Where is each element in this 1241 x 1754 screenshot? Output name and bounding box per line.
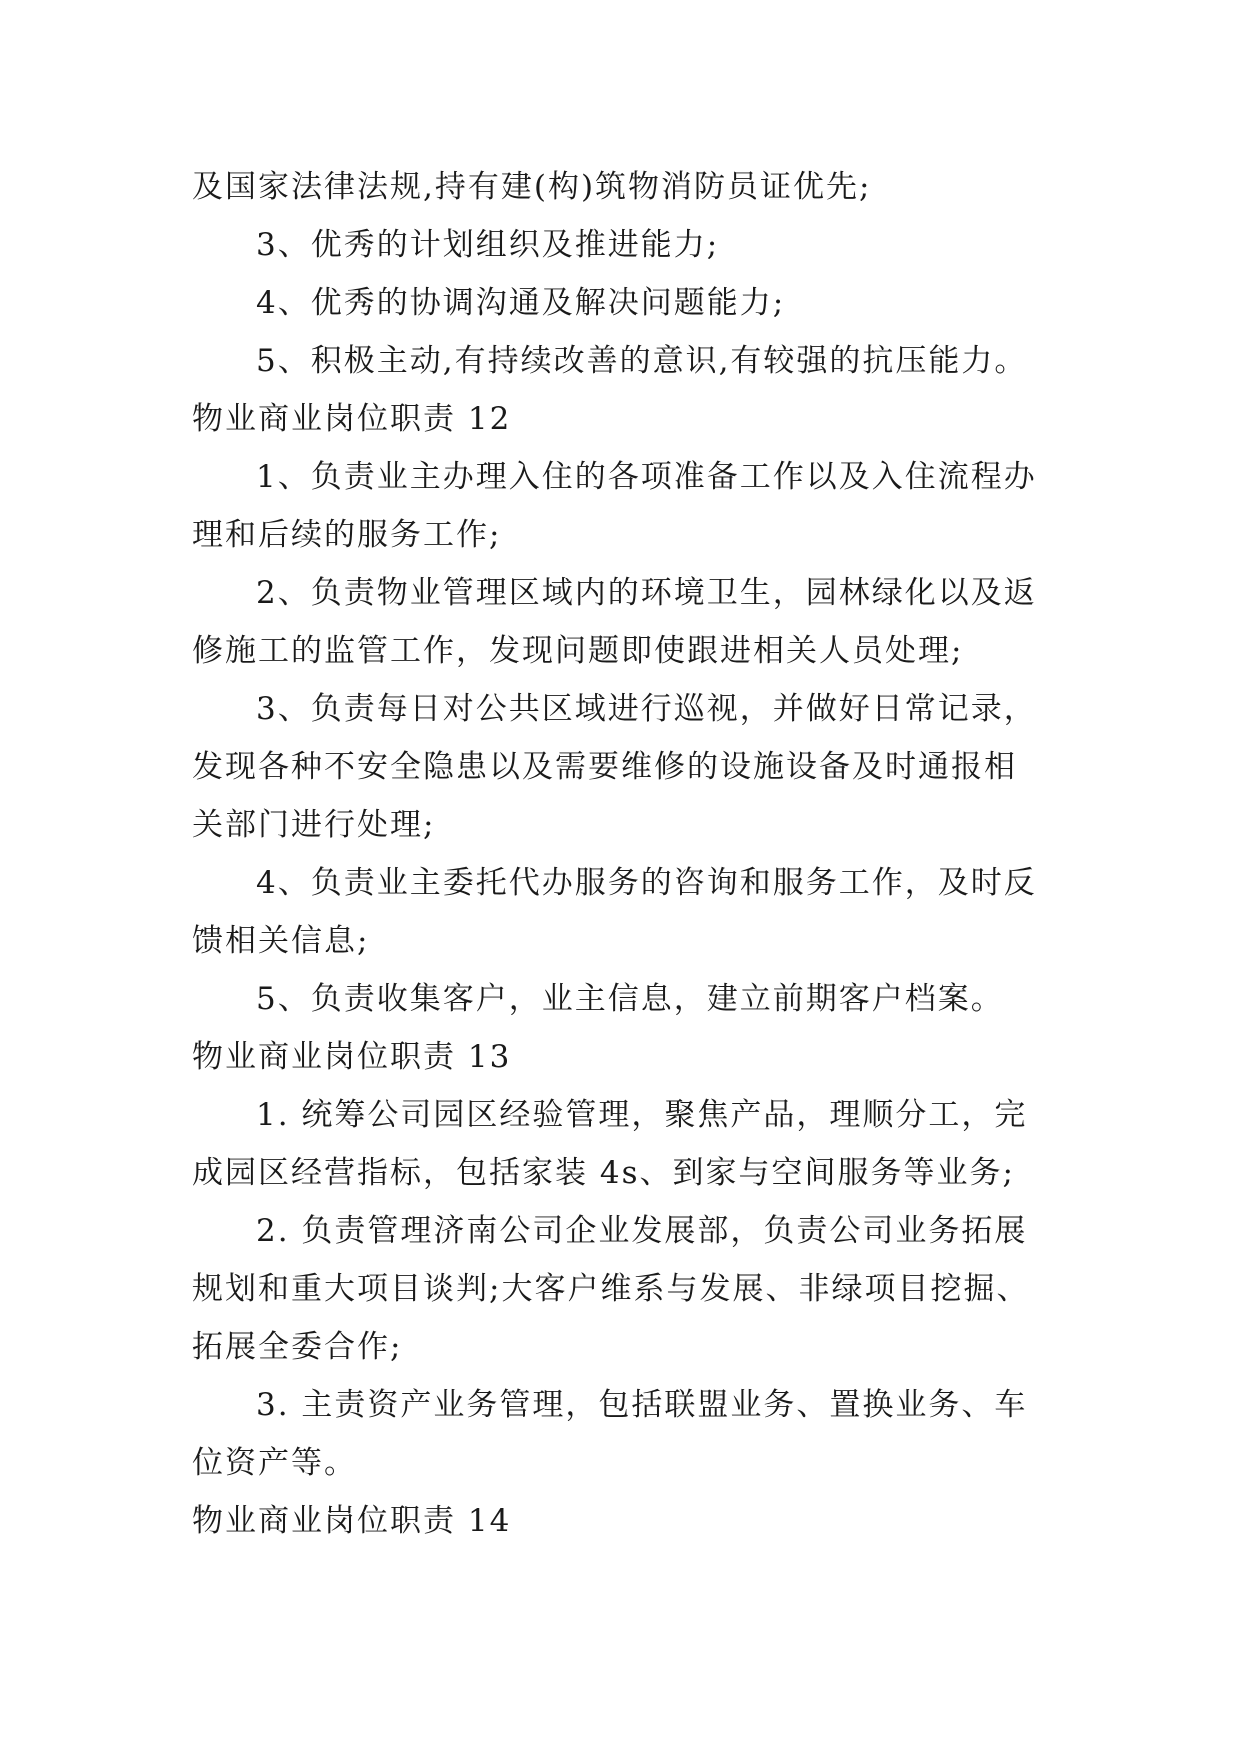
text-line: 规划和重大项目谈判;大客户维系与发展、非绿项目挖掘、 <box>192 1271 1030 1307</box>
list-item: 4、负责业主委托代办服务的咨询和服务工作，及时反 <box>256 865 1037 901</box>
list-item: 3、负责每日对公共区域进行巡视，并做好日常记录， <box>256 691 1037 727</box>
text-line: 成园区经营指标，包括家装 4s、到家与空间服务等业务; <box>192 1155 1015 1191</box>
section-heading: 物业商业岗位职责 13 <box>192 1039 512 1075</box>
text-line: 关部门进行处理; <box>192 807 436 843</box>
list-item: 2、负责物业管理区域内的环境卫生，园林绿化以及返 <box>256 575 1037 611</box>
text-line: 理和后续的服务工作; <box>192 517 502 553</box>
list-item: 3、优秀的计划组织及推进能力; <box>256 227 720 263</box>
list-item: 4、优秀的协调沟通及解决问题能力; <box>256 285 786 321</box>
text-line: 及国家法律法规,持有建(构)筑物消防员证优先; <box>192 169 872 205</box>
document-page <box>192 158 1050 1550</box>
text-line: 修施工的监管工作，发现问题即使跟进相关人员处理; <box>192 633 964 669</box>
section-heading: 物业商业岗位职责 12 <box>192 401 512 437</box>
section-heading: 物业商业岗位职责 14 <box>192 1503 512 1539</box>
list-item: 2. 负责管理济南公司企业发展部，负责公司业务拓展 <box>256 1213 1028 1249</box>
list-item: 5、积极主动,有持续改善的意识,有较强的抗压能力。 <box>256 343 1028 379</box>
list-item: 3. 主责资产业务管理，包括联盟业务、置换业务、车 <box>256 1387 1028 1423</box>
list-item: 1. 统筹公司园区经验管理，聚焦产品，理顺分工，完 <box>256 1097 1028 1133</box>
list-item: 1、负责业主办理入住的各项准备工作以及入住流程办 <box>256 459 1037 495</box>
list-item: 5、负责收集客户，业主信息，建立前期客户档案。 <box>256 981 1004 1017</box>
text-line: 发现各种不安全隐患以及需要维修的设施设备及时通报相 <box>192 749 1017 785</box>
text-line: 馈相关信息; <box>192 923 370 959</box>
text-line: 拓展全委合作; <box>192 1329 403 1365</box>
text-line: 位资产等。 <box>192 1445 357 1481</box>
